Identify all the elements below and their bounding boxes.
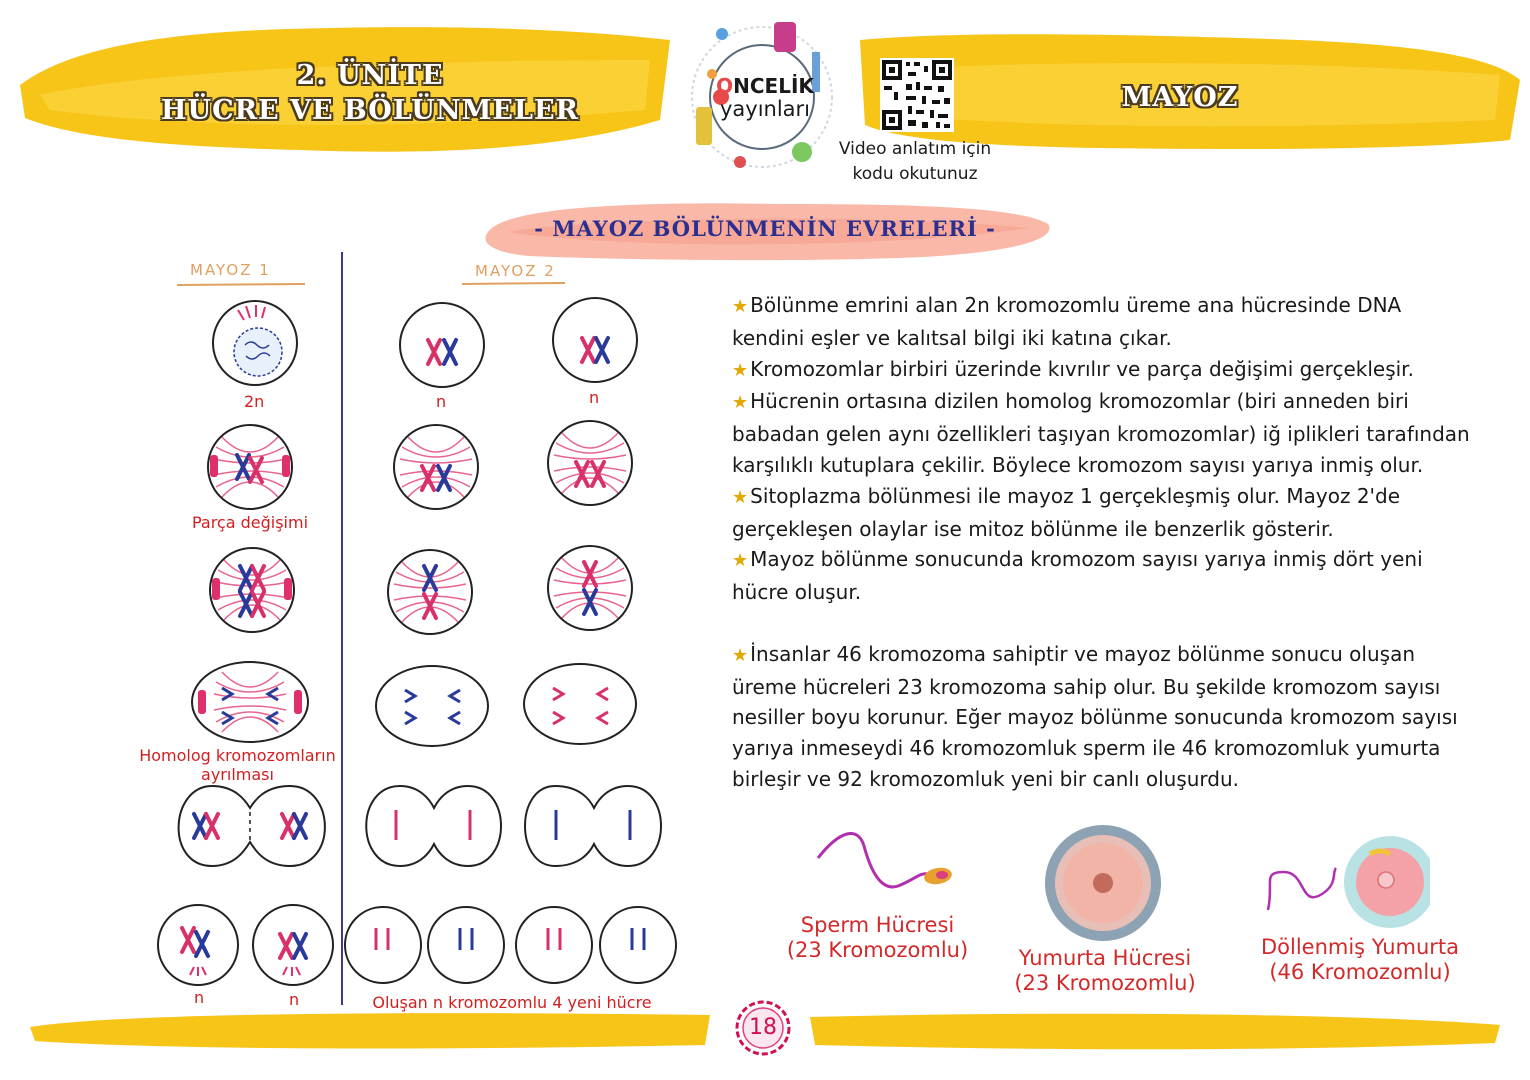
label-bottom-n-left: n bbox=[194, 988, 205, 1007]
m1-cell-result-right bbox=[253, 905, 333, 985]
label-homolog-line1: Homolog kromozomların bbox=[139, 746, 336, 765]
zygote-caption-line2: (46 Kromozomlu) bbox=[1269, 960, 1451, 984]
egg-cell-icon bbox=[1040, 822, 1170, 947]
m1-cell-anaphase bbox=[192, 662, 308, 742]
fertilized-egg-icon bbox=[1260, 832, 1430, 932]
star-icon: ★ bbox=[732, 296, 749, 317]
star-icon: ★ bbox=[732, 486, 749, 508]
paragraph bbox=[732, 386, 1472, 480]
star-icon: ★ bbox=[732, 359, 749, 381]
label-n-right: n bbox=[589, 388, 600, 407]
meiosis-diagram bbox=[0, 0, 700, 1030]
qr-code-icon[interactable] bbox=[880, 58, 954, 132]
label-crossing-over: Parça değişimi bbox=[191, 513, 309, 532]
egg-caption bbox=[1005, 946, 1205, 996]
m1-cell-crossing bbox=[208, 425, 292, 509]
sperm-caption bbox=[785, 913, 970, 963]
label-bottom-n-right: n bbox=[289, 990, 300, 1009]
paragraph-text: İnsanlar 46 kromozoma sahiptir ve mayoz bölünme sonucu oluşan üreme hücreleri 23 kromozoma sahip olur. Bu şekilde kromozom sayısı nesiller boyu korunur. Eğer mayoz bölünme sonucunda kromozom sayısı yarıya inmeseydi 46 kromozomluk sperm ile 46 kromozomluk yumurta birleşir ve 92 kromozomluk yeni bir canlı oluşurdu. bbox=[732, 641, 1458, 791]
label-homolog-separation bbox=[130, 746, 345, 784]
paragraph bbox=[732, 290, 1472, 354]
footer-band-left bbox=[0, 1005, 720, 1055]
m2-row5 bbox=[366, 786, 661, 866]
explanation-text bbox=[732, 290, 1472, 795]
m2-final-cells bbox=[345, 907, 676, 983]
page-number: 18 bbox=[749, 1015, 777, 1040]
sperm-cell-icon bbox=[810, 832, 960, 902]
paragraph-spacer bbox=[732, 608, 1472, 639]
m1-cell-2n bbox=[213, 301, 297, 385]
m1-cell-metaphase bbox=[210, 548, 294, 632]
paragraph-text: Sitoplazma bölünmesi ile mayoz 1 gerçekleşmiş olur. Mayoz 2'de gerçekleşen olaylar ise mitoz bölünme ile benzerlik gösterir. bbox=[732, 483, 1401, 541]
m2-row4 bbox=[376, 664, 636, 746]
unit-number: 2. ÜNİTE bbox=[296, 60, 444, 91]
logo-brand: ONCELİK bbox=[716, 74, 814, 98]
paragraph bbox=[732, 639, 1472, 795]
label-four-cells: Oluşan n kromozomlu 4 yeni hücre bbox=[372, 993, 652, 1012]
mayoz1-heading: MAYOZ 1 bbox=[190, 261, 271, 279]
m2-row3 bbox=[388, 546, 632, 634]
star-icon: ★ bbox=[732, 392, 749, 414]
topic-title: MAYOZ bbox=[1121, 82, 1239, 113]
label-n-left: n bbox=[436, 392, 447, 411]
star-icon: ★ bbox=[732, 644, 749, 666]
label-homolog-line2: ayrılması bbox=[201, 765, 274, 784]
logo-brand-text: NCELİK bbox=[733, 74, 814, 98]
footer-band-right bbox=[800, 1005, 1510, 1055]
section-title: - MAYOZ BÖLÜNMENİN EVRELERİ - bbox=[534, 216, 996, 241]
egg-caption-line1: Yumurta Hücresi bbox=[1018, 946, 1192, 970]
qr-caption bbox=[830, 137, 1000, 187]
m1-cell-telophase bbox=[179, 786, 325, 866]
paragraph-text: Bölünme emrini alan 2n kromozomlu üreme ana hücresinde DNA kendini eşler ve kalıtsal bilgi iki katına çıkar. bbox=[732, 293, 1402, 350]
label-2n: 2n bbox=[244, 392, 265, 411]
m2-row1 bbox=[400, 298, 637, 387]
m2-row2 bbox=[394, 421, 632, 509]
paragraph bbox=[732, 544, 1472, 608]
qr-caption-line2: kodu okutunuz bbox=[852, 164, 978, 184]
paragraph bbox=[732, 481, 1472, 545]
paragraph-text: Mayoz bölünme sonucunda kromozom sayısı yarıya inmiş dört yeni hücre oluşur. bbox=[732, 547, 1423, 605]
paragraph-text: Kromozomlar birbiri üzerinde kıvrılır ve parça değişimi gerçekleşir. bbox=[750, 356, 1414, 381]
paragraph-text: Hücrenin ortasına dizilen homolog kromozomlar (biri anneden biri babadan gelen aynı özellikleri taşıyan kromozomlar) iğ iplikleri tarafından karşılıklı kutuplara çekilir. Böylece kromozom sayısı yarıya inmiş olur. bbox=[732, 389, 1470, 477]
zygote-caption bbox=[1250, 935, 1470, 985]
star-icon: ★ bbox=[732, 550, 749, 572]
zygote-caption-line1: Döllenmiş Yumurta bbox=[1260, 935, 1460, 959]
egg-caption-line2: (23 Kromozomlu) bbox=[1014, 971, 1196, 995]
logo-sub: yayınları bbox=[719, 97, 811, 121]
qr-caption-line1: Video anlatım için bbox=[838, 139, 992, 159]
mayoz2-heading: MAYOZ 2 bbox=[475, 262, 556, 280]
paragraph bbox=[732, 354, 1472, 387]
sperm-caption-line1: Sperm Hücresi bbox=[800, 913, 955, 937]
sperm-caption-line2: (23 Kromozomlu) bbox=[786, 938, 969, 962]
m1-cell-result-left bbox=[158, 905, 238, 985]
unit-name: HÜCRE VE BÖLÜNMELER bbox=[161, 95, 579, 126]
